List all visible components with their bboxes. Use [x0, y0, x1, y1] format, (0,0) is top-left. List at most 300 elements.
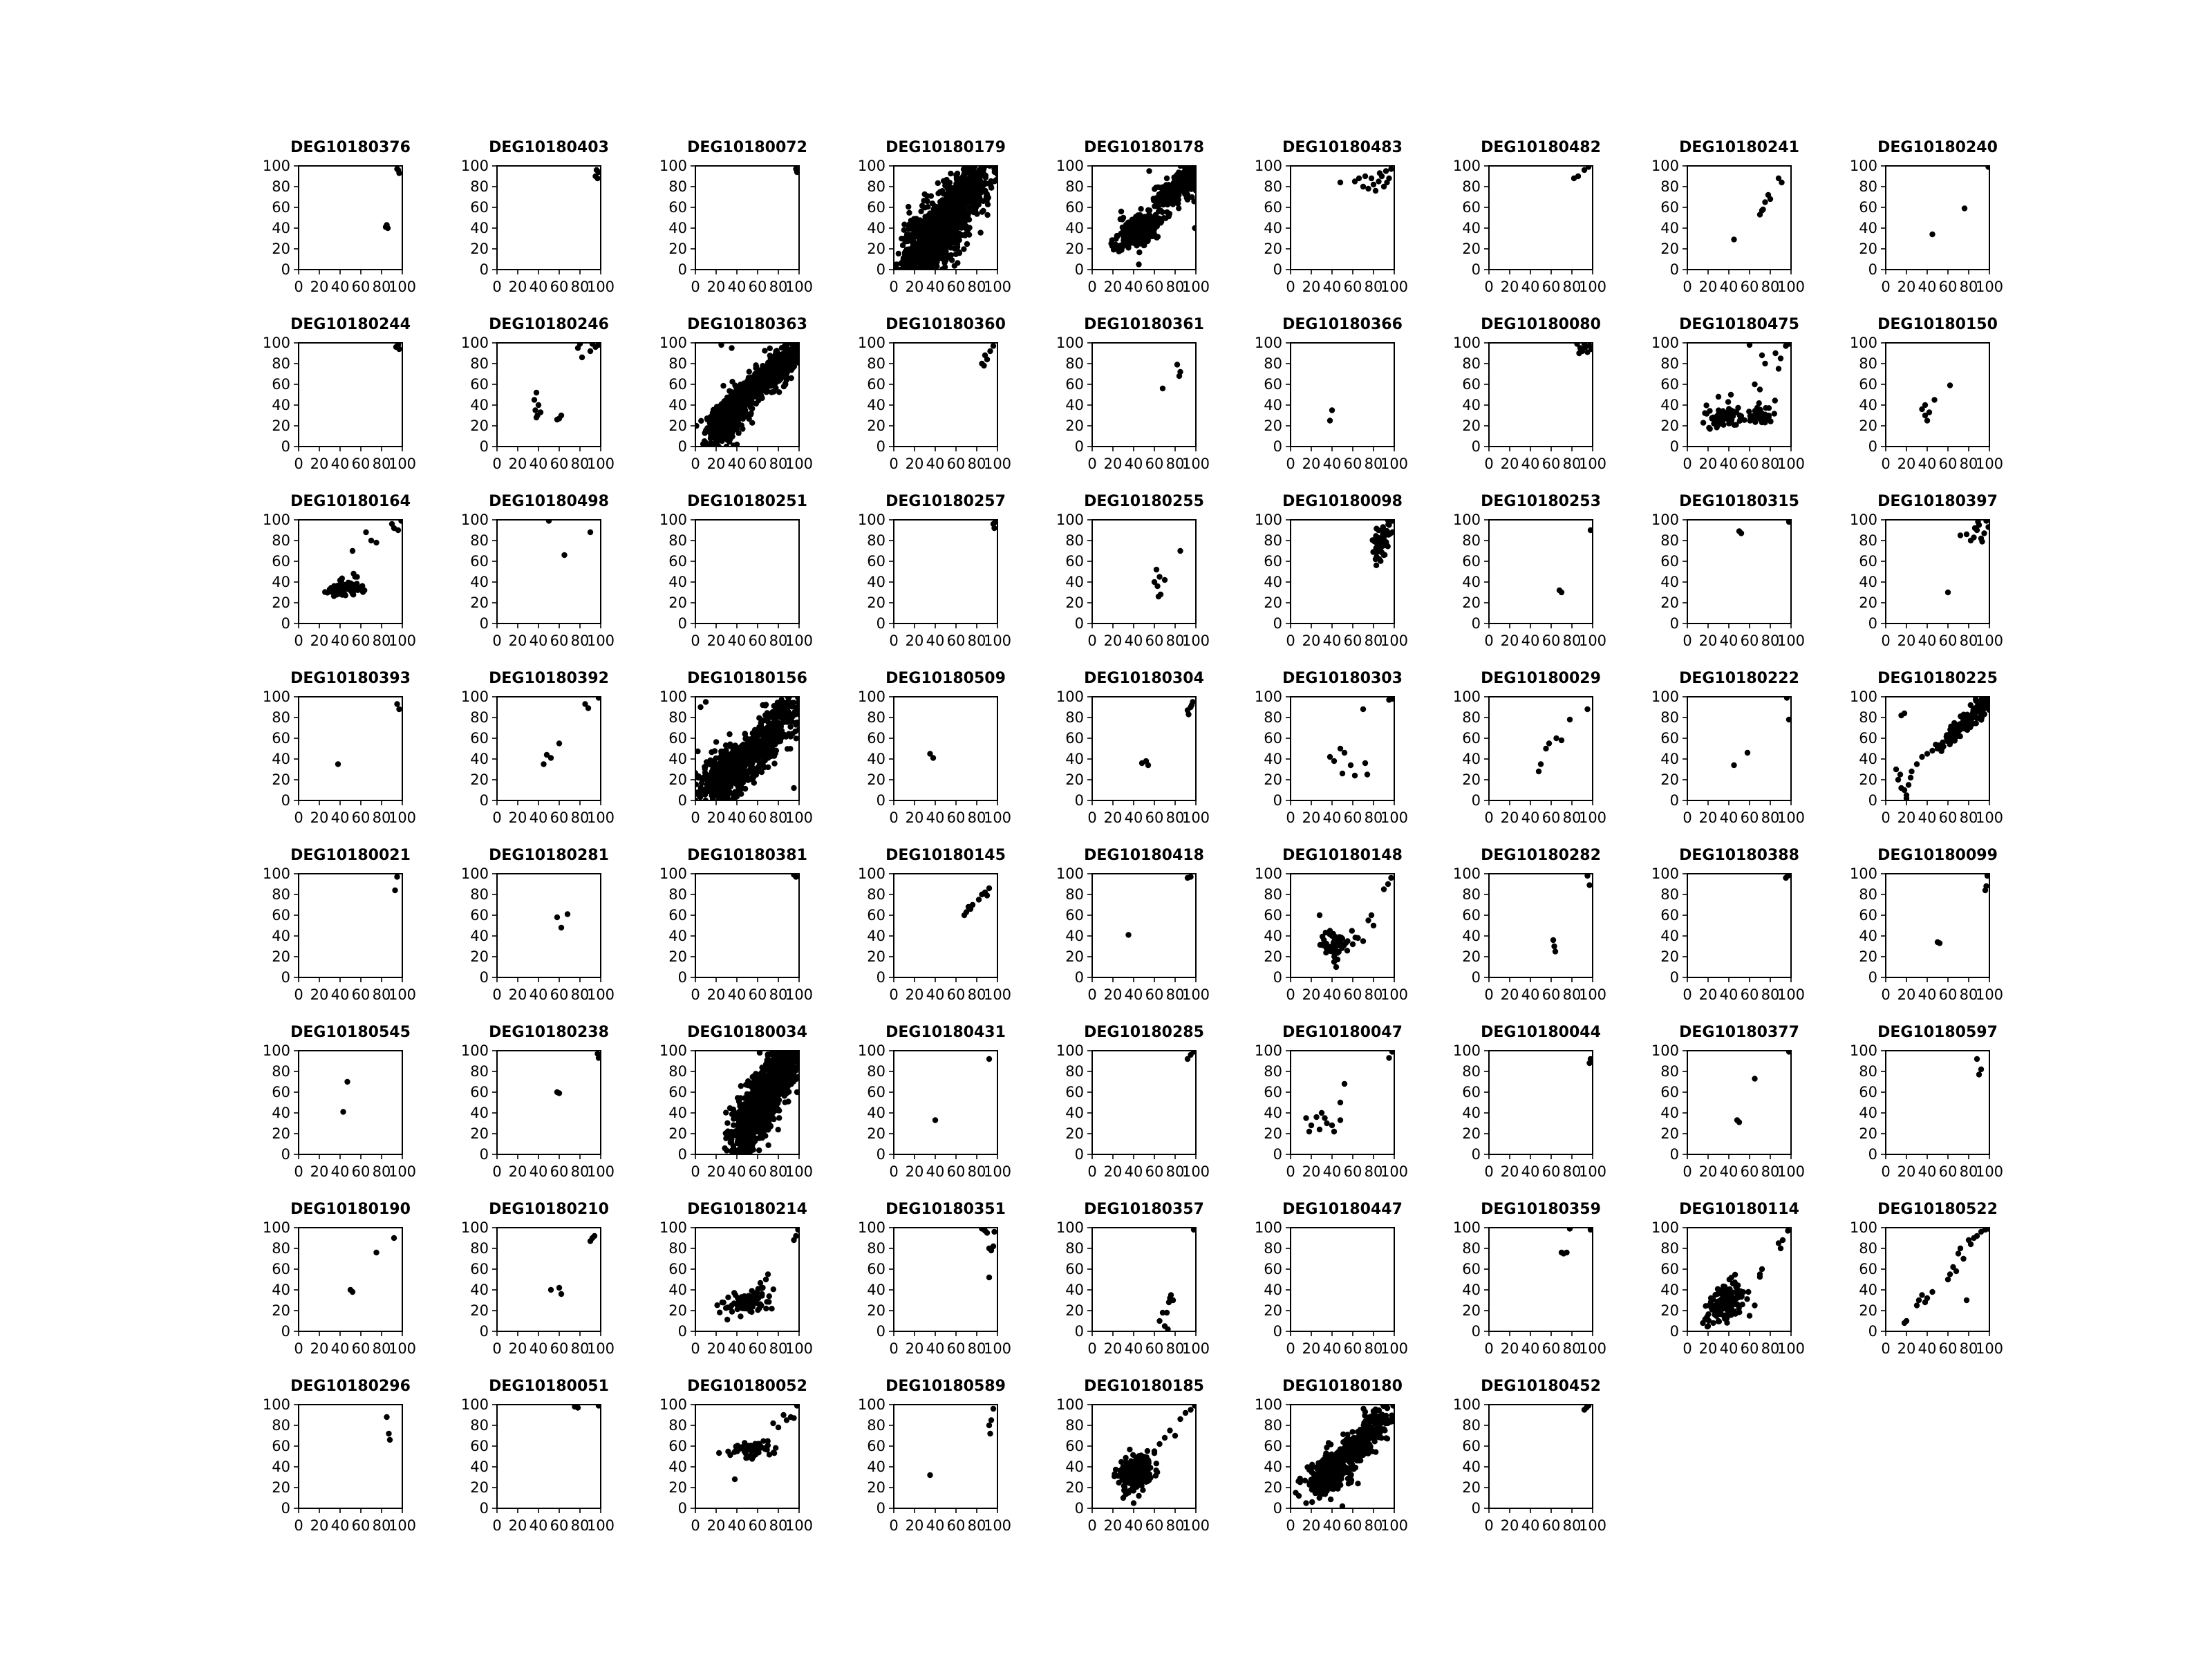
x-tick-label: 20: [1500, 279, 1519, 295]
panel-title: DEG10180397: [1877, 493, 1998, 510]
x-tick-label: 100: [586, 456, 615, 472]
data-point: [738, 404, 744, 410]
data-point: [546, 518, 552, 523]
y-tick-label: 60: [1859, 376, 1877, 393]
x-tick-label: 60: [351, 809, 371, 826]
y-tick-label: 40: [1065, 397, 1084, 413]
data-point: [740, 416, 746, 422]
x-tick-label: 40: [330, 456, 350, 472]
data-point: [1168, 191, 1174, 196]
y-tick-label: 80: [272, 355, 290, 372]
panel-points: [979, 343, 996, 368]
x-tick-label: 20: [905, 632, 924, 649]
data-point: [963, 231, 968, 236]
data-point: [561, 552, 567, 558]
panel-title: DEG10180178: [1084, 139, 1204, 156]
y-tick-label: 40: [470, 574, 489, 590]
y-tick-label: 20: [867, 241, 885, 257]
data-point: [396, 346, 402, 352]
data-point: [906, 210, 912, 216]
data-point: [768, 365, 774, 371]
data-point: [1182, 177, 1188, 182]
data-point: [1387, 532, 1392, 537]
data-point: [767, 382, 773, 387]
x-tick-label: 40: [1719, 279, 1738, 295]
data-point: [1575, 174, 1581, 179]
data-point: [350, 548, 355, 554]
x-tick-label: 0: [1683, 456, 1692, 472]
data-point: [747, 384, 753, 390]
data-point: [327, 586, 332, 592]
data-point: [735, 791, 740, 796]
x-tick-label: 40: [1124, 456, 1143, 472]
y-tick-label: 80: [1462, 355, 1481, 372]
data-point: [1947, 382, 1953, 388]
x-tick-label: 80: [570, 279, 590, 295]
x-tick-label: 40: [529, 456, 548, 472]
data-point: [1380, 535, 1385, 541]
data-point: [957, 209, 962, 215]
data-point: [1374, 526, 1379, 532]
data-point: [1924, 418, 1930, 423]
y-tick-label: 40: [1264, 397, 1282, 413]
x-tick-label: 20: [706, 632, 726, 649]
x-tick-label: 0: [889, 632, 899, 649]
data-point: [398, 518, 404, 523]
y-tick-label: 60: [867, 376, 885, 393]
y-tick-label: 20: [1660, 418, 1679, 434]
y-tick-label: 0: [1273, 261, 1282, 278]
data-point: [961, 167, 966, 172]
y-tick-label: 0: [281, 615, 290, 632]
y-tick-label: 0: [281, 792, 290, 809]
data-point: [756, 732, 761, 738]
data-point: [741, 749, 747, 754]
panel-title: DEG10180482: [1481, 139, 1601, 156]
y-tick-label: 0: [1868, 615, 1877, 632]
y-tick-label: 60: [1264, 553, 1282, 570]
data-point: [1154, 567, 1159, 572]
data-point: [1188, 164, 1193, 169]
data-point: [961, 246, 966, 252]
data-point: [548, 755, 554, 760]
data-point: [1152, 203, 1157, 209]
data-point: [588, 348, 593, 354]
x-tick-label: 40: [330, 809, 350, 826]
y-tick-label: 60: [272, 199, 290, 216]
data-point: [984, 357, 990, 362]
data-point: [1752, 382, 1757, 387]
y-tick-label: 0: [876, 261, 885, 278]
y-tick-label: 40: [867, 574, 885, 590]
data-point: [1163, 216, 1168, 221]
y-tick-label: 0: [1074, 615, 1084, 632]
x-tick-label: 60: [1145, 632, 1164, 649]
data-point: [1109, 243, 1115, 249]
data-point: [1371, 182, 1376, 187]
data-point: [942, 211, 948, 216]
data-point: [1152, 579, 1157, 585]
data-point: [714, 787, 720, 793]
data-point: [1576, 350, 1582, 356]
x-tick-label: 80: [769, 279, 788, 295]
panel-points: [1152, 548, 1183, 599]
y-tick-label: 40: [1859, 220, 1877, 236]
scatter-panel: [1453, 139, 1606, 295]
x-tick-label: 40: [1918, 456, 1937, 472]
panel-points: [1369, 517, 1395, 568]
axes-frame: [1092, 343, 1196, 447]
data-point: [928, 193, 934, 198]
x-tick-label: 60: [748, 279, 767, 295]
x-tick-label: 0: [1484, 279, 1494, 295]
y-tick-label: 0: [677, 438, 687, 455]
panel-points: [1338, 166, 1394, 194]
data-point: [1177, 178, 1183, 184]
data-point: [958, 176, 964, 181]
data-point: [532, 397, 537, 402]
y-tick-label: 20: [1264, 241, 1282, 257]
data-point: [747, 369, 752, 375]
x-tick-label: 20: [1698, 632, 1718, 649]
data-point: [339, 576, 345, 581]
data-point: [751, 780, 757, 785]
data-point: [914, 245, 919, 251]
data-point: [747, 740, 753, 746]
x-tick-label: 40: [330, 279, 350, 295]
x-tick-label: 100: [586, 809, 615, 826]
data-point: [1757, 406, 1763, 412]
x-tick-label: 60: [1938, 632, 1958, 649]
x-tick-label: 0: [889, 279, 899, 295]
data-point: [780, 351, 785, 357]
data-point: [771, 760, 777, 766]
data-point: [733, 388, 739, 394]
panel-points: [1571, 164, 1591, 181]
data-point: [1160, 386, 1165, 391]
axes-frame: [1687, 343, 1791, 447]
x-tick-label: 100: [1380, 279, 1409, 295]
y-tick-label: 40: [867, 397, 885, 413]
data-point: [787, 724, 793, 729]
panel-points: [1557, 527, 1593, 595]
y-tick-label: 0: [1074, 261, 1084, 278]
x-tick-label: 40: [1124, 279, 1143, 295]
y-tick-label: 40: [1660, 574, 1679, 590]
y-tick-label: 40: [668, 220, 687, 236]
data-point: [938, 236, 944, 242]
y-tick-label: 60: [1660, 199, 1679, 216]
scatter-panel: [659, 139, 813, 295]
panel-title: DEG10180475: [1679, 316, 1799, 333]
y-tick-label: 0: [1868, 438, 1877, 455]
axes-frame: [1886, 166, 1989, 270]
panel-title: DEG10180392: [489, 670, 609, 687]
y-tick-label: 100: [857, 512, 885, 528]
data-point: [963, 185, 968, 191]
data-point: [354, 574, 359, 579]
data-point: [717, 755, 722, 760]
y-tick-label: 20: [470, 771, 489, 788]
x-tick-label: 20: [706, 456, 726, 472]
y-tick-label: 40: [1859, 574, 1877, 590]
x-tick-label: 40: [529, 809, 548, 826]
data-point: [1779, 180, 1784, 185]
x-tick-label: 0: [1286, 279, 1295, 295]
data-point: [745, 402, 751, 407]
y-tick-label: 0: [479, 615, 489, 632]
data-point: [1962, 205, 1967, 211]
y-tick-label: 80: [470, 355, 489, 372]
data-point: [1365, 186, 1371, 191]
panel-grid: [263, 139, 2003, 1534]
y-tick-label: 100: [1452, 512, 1481, 528]
data-point: [1586, 164, 1591, 169]
data-point: [748, 748, 753, 753]
y-tick-label: 60: [272, 730, 290, 747]
data-point: [590, 341, 595, 346]
x-tick-label: 80: [1761, 456, 1780, 472]
data-point: [1152, 216, 1158, 221]
data-point: [579, 355, 585, 360]
y-tick-label: 100: [262, 688, 290, 705]
data-point: [742, 786, 748, 791]
data-point: [956, 197, 962, 203]
y-tick-label: 60: [668, 376, 687, 393]
x-tick-label: 20: [1897, 456, 1916, 472]
y-tick-label: 20: [867, 594, 885, 611]
x-tick-label: 100: [586, 279, 615, 295]
data-point: [743, 393, 749, 399]
x-tick-label: 20: [1103, 456, 1123, 472]
x-tick-label: 60: [1541, 632, 1561, 649]
data-point: [1985, 164, 1991, 169]
data-point: [698, 418, 704, 424]
data-point: [1716, 407, 1721, 413]
y-tick-label: 80: [867, 532, 885, 549]
data-point: [1156, 574, 1162, 579]
data-point: [704, 425, 710, 431]
y-tick-label: 100: [1651, 158, 1679, 174]
x-tick-label: 20: [1302, 279, 1321, 295]
x-tick-label: 80: [570, 809, 590, 826]
x-tick-label: 40: [1521, 279, 1540, 295]
y-tick-label: 80: [867, 355, 885, 372]
y-tick-label: 60: [867, 553, 885, 570]
x-tick-label: 80: [769, 456, 788, 472]
x-tick-label: 80: [1761, 279, 1780, 295]
y-tick-label: 20: [1660, 241, 1679, 257]
data-point: [751, 767, 756, 773]
data-point: [1146, 168, 1152, 174]
y-tick-label: 100: [1651, 335, 1679, 351]
data-point: [788, 357, 794, 363]
data-point: [948, 237, 954, 243]
data-point: [724, 765, 729, 771]
data-point: [751, 754, 757, 760]
data-point: [755, 375, 760, 380]
y-tick-label: 100: [1254, 158, 1282, 174]
panel-title: DEG10180098: [1282, 493, 1403, 510]
x-tick-label: 20: [508, 632, 527, 649]
panel-points: [1108, 163, 1199, 268]
x-tick-label: 80: [1562, 279, 1582, 295]
data-point: [907, 232, 912, 238]
data-point: [754, 383, 760, 388]
x-tick-label: 0: [1286, 632, 1295, 649]
data-point: [750, 393, 756, 398]
data-point: [932, 209, 938, 214]
data-point: [991, 166, 997, 171]
data-point: [1329, 407, 1335, 413]
x-tick-label: 60: [1343, 632, 1362, 649]
x-tick-label: 60: [1343, 456, 1362, 472]
y-tick-label: 80: [1264, 355, 1282, 372]
panel-points: [541, 695, 601, 767]
data-point: [730, 745, 735, 751]
y-tick-label: 20: [272, 594, 290, 611]
x-tick-label: 100: [1181, 456, 1210, 472]
y-tick-label: 0: [479, 438, 489, 455]
data-point: [368, 538, 374, 543]
data-point: [1172, 199, 1178, 205]
data-point: [984, 212, 990, 218]
y-tick-label: 100: [857, 335, 885, 351]
y-tick-label: 100: [262, 512, 290, 528]
data-point: [734, 753, 740, 759]
data-point: [711, 420, 716, 426]
data-point: [742, 411, 747, 417]
data-point: [1370, 549, 1376, 554]
data-point: [741, 381, 747, 386]
y-tick-label: 0: [1273, 615, 1282, 632]
data-point: [1157, 198, 1163, 204]
y-tick-label: 20: [1065, 418, 1084, 434]
data-point: [1156, 594, 1161, 599]
data-point: [910, 250, 915, 255]
y-tick-label: 0: [1669, 261, 1679, 278]
x-tick-label: 0: [492, 279, 502, 295]
y-tick-label: 20: [1264, 594, 1282, 611]
data-point: [1728, 392, 1734, 397]
y-tick-label: 80: [470, 532, 489, 549]
data-point: [1727, 413, 1732, 418]
y-tick-label: 20: [470, 594, 489, 611]
data-point: [1356, 176, 1362, 181]
x-tick-label: 0: [1484, 632, 1494, 649]
data-point: [972, 169, 977, 174]
data-point: [758, 370, 764, 375]
panel-title: DEG10180072: [687, 139, 807, 156]
y-tick-label: 20: [272, 241, 290, 257]
x-tick-label: 60: [1938, 456, 1958, 472]
y-tick-label: 60: [1065, 553, 1084, 570]
axes-frame: [299, 520, 402, 624]
x-tick-label: 80: [1165, 279, 1185, 295]
data-point: [922, 259, 928, 265]
data-point: [1121, 215, 1126, 221]
data-point: [702, 770, 708, 776]
data-point: [714, 440, 720, 445]
y-tick-label: 40: [1462, 574, 1481, 590]
x-tick-label: 100: [983, 456, 1012, 472]
data-point: [1737, 413, 1743, 418]
data-point: [988, 182, 993, 188]
data-point: [1776, 366, 1781, 371]
x-tick-label: 60: [550, 279, 569, 295]
data-point: [394, 166, 400, 171]
data-point: [959, 180, 965, 186]
data-point: [896, 251, 901, 256]
data-point: [1132, 240, 1137, 245]
panel-title: DEG10180080: [1481, 316, 1601, 333]
data-point: [918, 209, 924, 214]
y-tick-label: 60: [272, 553, 290, 570]
y-tick-label: 40: [668, 397, 687, 413]
y-tick-label: 100: [460, 335, 489, 351]
y-tick-label: 100: [460, 512, 489, 528]
data-point: [776, 378, 781, 384]
data-point: [980, 208, 986, 214]
data-point: [534, 415, 539, 420]
data-point: [713, 776, 719, 781]
data-point: [1714, 424, 1719, 430]
scatter-panel: [1056, 493, 1210, 649]
x-tick-label: 60: [1938, 279, 1958, 295]
y-tick-label: 100: [1651, 512, 1679, 528]
data-point: [1177, 373, 1182, 379]
x-tick-label: 20: [706, 279, 726, 295]
data-point: [768, 375, 774, 381]
scatter-panel: [659, 493, 813, 649]
x-tick-label: 20: [508, 809, 527, 826]
y-tick-label: 100: [1254, 512, 1282, 528]
data-point: [966, 170, 971, 176]
x-tick-label: 0: [492, 632, 502, 649]
data-point: [712, 748, 718, 753]
data-point: [1716, 394, 1721, 400]
data-point: [343, 592, 348, 598]
y-tick-label: 40: [1264, 220, 1282, 236]
data-point: [1762, 199, 1768, 205]
y-tick-label: 80: [668, 532, 687, 549]
panel-title: DEG10180156: [687, 670, 807, 687]
y-tick-label: 0: [1868, 261, 1877, 278]
x-tick-label: 0: [691, 456, 700, 472]
data-point: [710, 410, 715, 415]
data-point: [981, 363, 986, 368]
data-point: [1120, 243, 1125, 248]
x-tick-label: 40: [1521, 456, 1540, 472]
data-point: [1383, 168, 1389, 174]
scatter-panel: [1850, 493, 2003, 649]
y-tick-label: 80: [272, 709, 290, 726]
data-point: [769, 389, 774, 395]
y-tick-label: 60: [668, 199, 687, 216]
data-point: [927, 228, 932, 234]
data-point: [987, 348, 993, 354]
data-point: [1138, 206, 1143, 212]
data-point: [774, 348, 779, 354]
x-tick-label: 100: [983, 632, 1012, 649]
y-tick-label: 80: [1462, 178, 1481, 195]
y-tick-label: 60: [1462, 376, 1481, 393]
y-tick-label: 40: [668, 574, 687, 590]
x-tick-label: 80: [1165, 456, 1185, 472]
axes-frame: [894, 343, 997, 447]
x-tick-label: 40: [926, 456, 945, 472]
y-tick-label: 80: [1065, 355, 1084, 372]
